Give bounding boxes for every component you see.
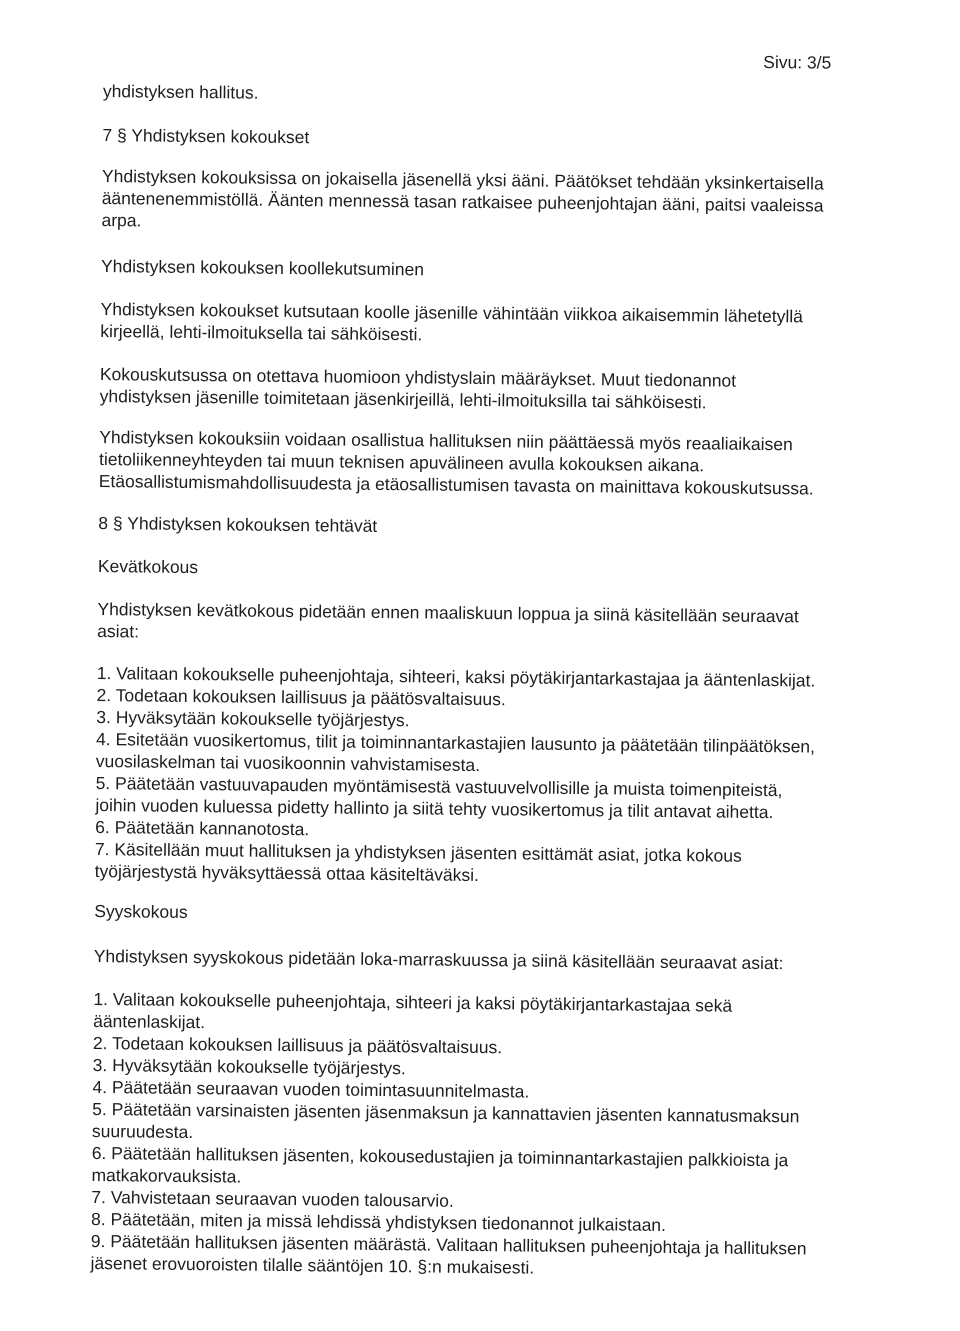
paragraph [97,598,799,649]
list-line: 3. Hyväksytään kokoukselle työjärjestys. [92,1054,406,1079]
text-line: 8 § Yhdistyksen kokouksen tehtävät [98,513,378,536]
text-line: Kevätkokous [97,556,199,578]
page-number: Sivu: 3/5 [763,51,832,73]
text-line: Yhdistyksen kokouksen koollekutsuminen [100,256,425,280]
list-line: vuosilaskelman tai vuosikoonnin vahvistamisesta. [95,750,481,776]
paragraph [99,426,815,499]
text-line: Yhdistyksen kevätkokous pidetään ennen maaliskuun loppua ja siinä käsitellään seuraavat [97,599,799,627]
text-line: yhdistyksen hallitus. [102,81,259,103]
list-line: työjärjestystä hyväksyttäessä ottaa käsiteltäväksi. [94,860,480,886]
paragraph [101,165,824,239]
section-heading [94,900,188,923]
list-line: 2. Todetaan kokouksen laillisuus ja päätösvaltaisuus. [96,684,506,710]
section-heading [98,512,377,537]
list-line: matkakorvauksista. [91,1164,242,1187]
list-line: ääntenlaskijat. [93,1010,206,1033]
text-line: Syyskokous [94,900,188,922]
paragraph [100,298,803,349]
list-line: 8. Päätetään, miten ja missä lehdissä yhdistyksen tiedonannot julkaistaan. [90,1208,667,1235]
text-line: Kokouskutsussa on otettava huomioon yhdistyslain määräykset. Muut tiedonannot [99,364,737,391]
paragraph [94,945,784,974]
list-line: 5. Päätetään varsinaisten jäsenten jäsenmaksun ja kannattavien jäsenten kannatusmaksun [92,1098,800,1127]
list-line: 5. Päätetään vastuuvapauden myöntämisestä vastuuvelvollisille ja muista toimenpiteistä, [95,772,783,801]
list-line: 1. Valitaan kokoukselle puheenjohtaja, sihteeri ja kaksi pöytäkirjantarkastajaa sekä [93,988,733,1016]
list-line: 2. Todetaan kokouksen laillisuus ja päätösvaltaisuus. [92,1032,503,1058]
text-line: ääntenenemmistöllä. Äänten mennessä tasan ratkaisee puheenjohtajan ääni, paitsi vaaleissa [101,188,824,216]
list-line: 6. Päätetään hallituksen jäsenten, kokousedustajien ja toiminnantarkastajien palkkioista ja [91,1142,789,1171]
numbered-list [95,662,816,890]
section-heading [101,255,424,280]
text-line: asiat: [97,621,140,642]
section-heading [98,555,198,578]
text-line: Yhdistyksen kokoukset kutsutaan koolle jäsenille vähintään viikkoa aikaisemmin lähetetyllä [100,299,803,327]
list-line: 6. Päätetään kannanotosta. [95,816,310,840]
text-line: Etäosallistumismahdollisuudesta ja etäosallistumisen tavasta on mainittava kokouskutsussa. [98,471,814,499]
text-line: 7 § Yhdistyksen kokoukset [102,125,310,148]
list-line: 9. Päätetään hallituksen jäsenten määrästä. Valitaan hallituksen puheenjohtaja ja hallituksen [90,1230,807,1259]
text-line: yhdistyksen jäsenille toimitetaan jäsenkirjeillä, lehti-ilmoituksilla tai sähköisesti. [99,386,707,413]
list-line: 3. Hyväksytään kokoukselle työjärjestys. [96,706,410,731]
paragraph [103,80,259,104]
list-line: jäsenet erovuoroisten tilalle sääntöjen 10. §:n mukaisesti. [90,1252,535,1278]
list-line: 7. Käsitellään muut hallituksen ja yhdistyksen jäsenten esittämät asiat, jotka kokous [94,838,742,866]
list-line: suuruudesta. [91,1120,194,1143]
list-line: 4. Esitetään vuosikertomus, tilit ja toiminnantarkastajien lausunto ja päätetään tilinpäätöksen, [95,728,816,757]
text-line: tietoliikenneyhteyden tai muun teknisen apuvälineen avulla kokouksen aikana. [98,449,705,476]
list-line: 1. Valitaan kokoukselle puheenjohtaja, sihteeri, kaksi pöytäkirjantarkastajaa ja ääntenlaskijat. [96,662,816,691]
list-line: 4. Päätetään seuraavan vuoden toimintasuunnitelmasta. [92,1076,530,1102]
section-heading [102,124,309,148]
text-line: Yhdistyksen kokouksiin voidaan osallistua hallituksen niin päättäessä myös reaaliaikaisen [99,427,793,455]
list-line: joihin vuoden kuluessa pidetty hallinto ja siitä tehty vuosikertomus ja tilit antavat aihetta. [95,794,774,823]
text-line: Yhdistyksen kokouksissa on jokaisella jäsenellä yksi ääni. Päätökset tehdään yksinkertaisella [101,166,824,194]
text-line: arpa. [101,210,142,231]
text-line: Yhdistyksen syyskokous pidetään loka-marraskuussa ja siinä käsitellään seuraavat asiat: [93,945,784,974]
text-line: kirjeellä, lehti-ilmoituksella tai sähköisesti. [100,321,423,345]
numbered-list [90,988,809,1281]
list-line: 7. Vahvistetaan seuraavan vuoden talousarvio. [91,1186,454,1211]
paragraph [100,363,737,414]
